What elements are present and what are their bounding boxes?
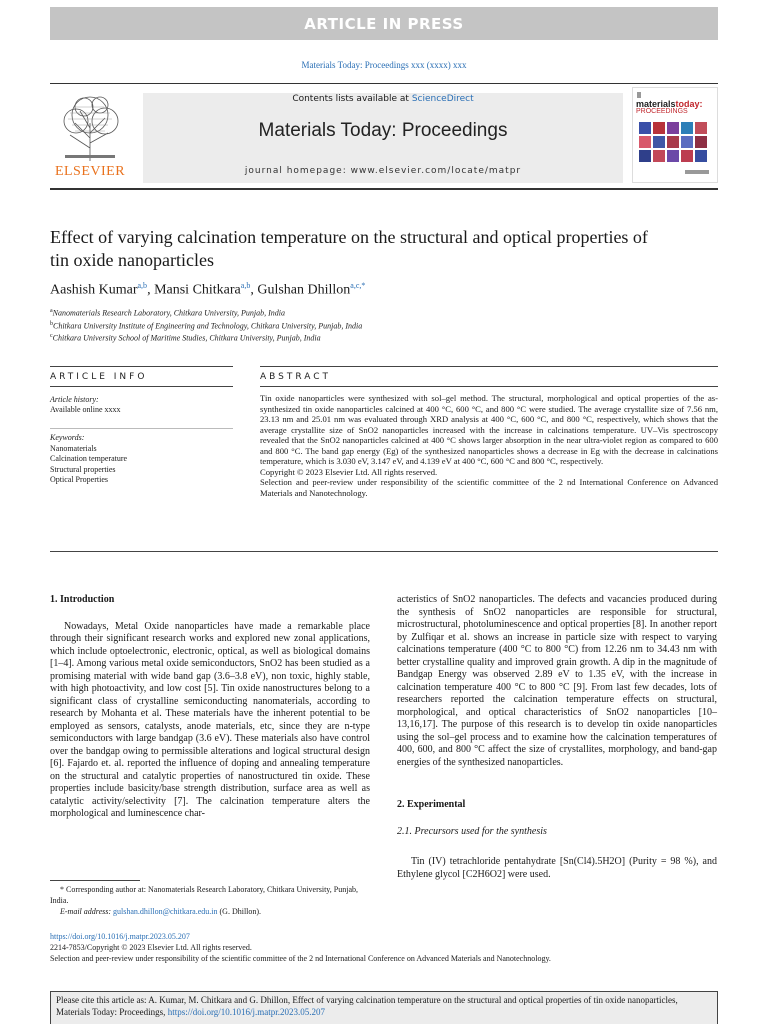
precursors-paragraph: Tin (IV) tetrachloride pentahydrate [Sn(Cl4).5H2O] (Purity = 98 %), and Ethylene glycol [C2H6O2] were used.	[397, 856, 717, 880]
abstract-body	[260, 393, 718, 498]
journal-reference-link[interactable]: Materials Today: Proceedings xxx (xxxx) xxx	[301, 60, 467, 70]
corresponding-author-footnote	[50, 884, 370, 917]
abstract-text: Tin oxide nanoparticles were synthesized with sol–gel method. The structural, morphological and optical properties of the as-synthesized tin oxide nanoparticles calcined at 400 °C, 600 °C, and 800 °C were studied. The average crystallite size of 7.56 nm, 23.13 nm and 25.01 nm was evaluated through XRD analysis at 400 °C, 600 °C, and 800 °C, respectively, which shows that the average crystallite size of SnO2 nanoparticles increased with the increase in calcinations temperature. UV–Vis spectroscopy revealed that the SnO2 nanoparticles calcined at 400 °C shows larger absorption in the near ultra-violet region as compared to 600 and 800 °C. The band gap energy (Eg) of the synthesized nanoparticles shows a decrease in Eg with the decrease in calcinations temperature, which is 3.030 eV, 3.147 eV, and 4.139 eV at 400 °C, 600 °C and 800 °C, respectively.	[260, 393, 718, 466]
contents-prefix: Contents lists available at	[292, 94, 412, 104]
affiliation-text: Chitkara University Institute of Engineering and Technology, Chitkara University, Punjab, India	[53, 321, 363, 331]
abstract-heading: ABSTRACT	[260, 372, 332, 382]
author-name[interactable]: Gulshan Dhillon	[257, 282, 351, 298]
paper-title: Effect of varying calcination temperature on the structural and optical properties of tin oxide nanoparticles	[50, 227, 648, 270]
header-top-rule	[50, 83, 718, 84]
doi-link[interactable]: https://doi.org/10.1016/j.matpr.2023.05.207	[50, 932, 190, 941]
author-name[interactable]: Aashish Kumar	[50, 282, 138, 298]
article-history	[50, 395, 121, 415]
footnote-email-line	[50, 906, 370, 917]
abstract-rule	[260, 366, 718, 367]
article-in-press-banner: ARTICLE IN PRESS	[50, 7, 718, 40]
cite-this-article-box	[50, 991, 718, 1024]
footnote-email-suffix: (G. Dhillon).	[217, 907, 262, 916]
affiliation-item	[50, 331, 362, 344]
footnote-email-label: E-mail address:	[60, 907, 114, 916]
history-value: Available online xxxx	[50, 405, 121, 414]
keyword-item[interactable]: Optical Properties	[50, 475, 108, 484]
body-column-right	[397, 594, 717, 881]
cite-doi-link[interactable]: https://doi.org/10.1016/j.matpr.2023.05.207	[167, 1007, 326, 1017]
keyword-item[interactable]: Calcination temperature	[50, 454, 128, 463]
author-affil-mark[interactable]: a,b	[240, 281, 251, 290]
cite-text: Please cite this article as: A. Kumar, M. Chitkara and G. Dhillon, Effect of varying calcination temperature on the structural and optical properties of tin oxide nanoparticles, Materials Today: Proceedings,	[56, 995, 678, 1017]
sciencedirect-link[interactable]: ScienceDirect	[411, 94, 474, 104]
author-affil-mark[interactable]: a,b	[137, 281, 148, 290]
keyword-item[interactable]: Structural properties	[50, 464, 116, 474]
affiliations	[50, 306, 362, 344]
journal-title: Materials Today: Proceedings	[258, 120, 508, 141]
cover-title-today: today:	[675, 99, 703, 109]
keywords-block	[50, 433, 127, 486]
subsection-title-precursors: 2.1. Precursors used for the synthesis	[397, 825, 547, 837]
peer-review-note: Selection and peer-review under responsibility of the scientific committee of the 2 nd International Conference on Advanced Materials and Nanotechnology.	[50, 954, 551, 963]
body-column-left	[50, 594, 370, 821]
elsevier-wordmark: ELSEVIER	[54, 164, 126, 179]
abstract-peer-review: Selection and peer-review under responsibility of the scientific committee of the 2 nd International Conference on Advanced Materials and Nanotechnology.	[260, 477, 718, 498]
intro-paragraph: Nowadays, Metal Oxide nanoparticles have made a remarkable place through their significant research works and explored new zonal applications, which include optoelectronic, electronic, optical, as well as biological domains [1–4]. Among various metal oxide semiconductors, SnO2 has been studied as a promising material with wide band gap (3.6–3.8 eV), non toxic, highly stable, with high photoactivity, and low cost [5]. Tin oxide nanostructures belong to a significant class of crystalline semiconducting nanomaterials, according to research by Mohanta et al. These materials have the inherent potential to be employed as sensors, catalysts, anode materials, etc, since they are n-type semiconductors with large bandgap (3.6 eV). These materials also have control over the bandgap owing to permissible alterations and logical structural design [6]. Fajardo et. al. reported the influence of doping and annealing temperature on the structural and catalytic properties of nanostructured tin oxide. These properties include basicity/base strength distribution, surface area as well as catalytic activity/selectivity [7]. The calcination temperature alters the morphological and luminescence char-	[50, 620, 370, 819]
cover-title-word: materials	[636, 99, 676, 109]
affiliation-mark: b	[50, 320, 53, 327]
article-info-rule	[50, 366, 233, 367]
history-label: Article history:	[50, 395, 99, 404]
cover-title	[636, 100, 703, 108]
abstract-bottom-rule	[50, 551, 718, 552]
keyword-item[interactable]: Nanomaterials	[50, 443, 97, 453]
intro-paragraph-continued: acteristics of SnO2 nanoparticles. The defects and vacancies produced during the synthesis of SnO2 nanoparticles are responsible for structural, microstructural, photoluminescence and optical properties [8]. In another report by Zulfiqar et al. shows an increase in particle size with respect to varying calcinations temperature (400 °C to 800 °C) from 12.26 nm to 34.43 nm with better crystalline quality and improved grain growth. A dip in the magnitude of Bandgap Energy was observed 2.89 eV to 1.35 eV, with the increase in calcination temperature 400 °C to 800 °C [9]. From last few decades, lots of researchers reported the calcination temperature effects on structural, morphological, and optical characteristics of SnO2 nanoparticles [10–13,16,17]. The purpose of this research is to develop tin oxide nanoparticles using the sol–gel process and to examine how the calcination temperatures of 400, 600, and 800 °C affect the size of crystallites, morphology, and band-gap energies of the synthesized nanoparticles.	[397, 594, 717, 768]
contents-line	[143, 94, 623, 104]
keywords-label: Keywords:	[50, 433, 85, 442]
author-name[interactable]: Mansi Chitkara	[154, 282, 241, 298]
header-bottom-rule	[50, 188, 718, 190]
affiliation-item	[50, 319, 362, 332]
article-info-heading: ARTICLE INFO	[50, 372, 148, 382]
article-info-rule-2	[50, 386, 233, 387]
cover-subtitle: PROCEEDINGS	[636, 108, 688, 115]
abstract-rule-2	[260, 386, 718, 387]
issn-copyright: 2214-7853/Copyright © 2023 Elsevier Ltd. All rights reserved.	[50, 943, 252, 952]
footnote-text: * Corresponding author at: Nanomaterials Research Laboratory, Chitkara University, Punjab, India.	[50, 885, 358, 905]
footnote-corresponding: Corresponding author at: Nanomaterials Research Laboratory, Chitkara University, Punjab, India.	[50, 885, 358, 905]
author-email-link[interactable]: gulshan.dhillon@chitkara.edu.in	[113, 907, 218, 916]
affiliation-text: Nanomaterials Research Laboratory, Chitkara University, Punjab, India	[52, 308, 286, 318]
affiliation-item	[50, 306, 362, 319]
author-affil-mark[interactable]: a,c,*	[350, 281, 366, 290]
keywords-rule	[50, 428, 233, 429]
footnote-rule	[50, 880, 140, 881]
author-list: Aashish Kumar$^{a,b}$, Mansi Chitkara$^{a,b}$, Gulshan Dhillon$^{a,c,*}$	[50, 281, 366, 298]
affiliation-mark: c	[50, 333, 53, 340]
section-title-experimental: 2. Experimental	[397, 799, 466, 810]
section-title-introduction: 1. Introduction	[50, 594, 115, 605]
affiliation-mark: a	[50, 308, 53, 314]
affiliation-text: Chitkara University School of Maritime Studies, Chitkara University, Punjab, India	[52, 333, 321, 343]
abstract-copyright: Copyright © 2023 Elsevier Ltd. All rights reserved.	[260, 466, 438, 477]
journal-homepage[interactable]: journal homepage: www.elsevier.com/locate/matpr	[244, 166, 522, 176]
